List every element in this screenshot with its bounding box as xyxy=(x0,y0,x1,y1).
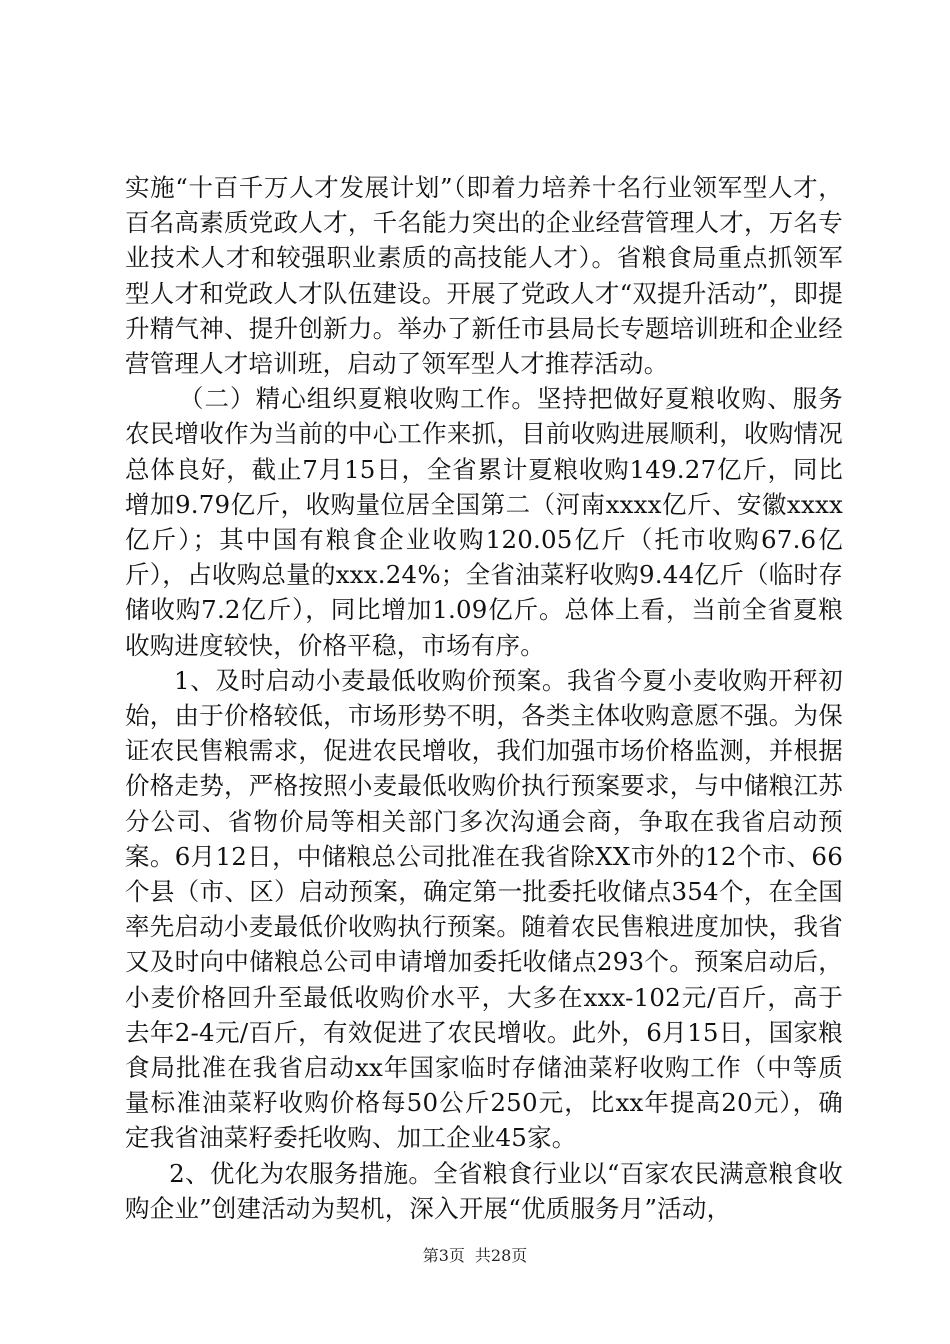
total-pages: 共28页 xyxy=(474,1246,528,1265)
paragraph-talent-plan: 实施“十百千万人才发展计划”（即着力培养十名行业领军型人才，百名高素质党政人才，千名能力突出的企业经营管理人才，万名专业技术人才和较强职业素质的高技能人才）。省粮食局重点抓领军型人才和党政人才队伍建设。开展了党政人才“双提升活动”，即提升精气神、提升创新力。举办了新任市县局长专题培训班和企业经营管理人才培训班，启动了领军型人才推荐活动。 xyxy=(125,173,843,379)
paragraph-summer-grain-purchase: （二）精心组织夏粮收购工作。坚持把做好夏粮收购、服务农民增收作为当前的中心工作来抓，目前收购进展顺利，收购情况总体良好，截止7月15日，全省累计夏粮收购149.27亿斤，同比增加9.79亿斤，收购量位居全国第二（河南xxxx亿斤、安徽xxxx亿斤）；其中国有粮食企业收购120.05亿斤（托市收购67.6亿斤），占收购总量的xxx.24%；全省油菜籽收购9.44亿斤（临时存储收购7.2亿斤），同比增加1.09亿斤。总体上看，当前全省夏粮收购进度较快，价格平稳，市场有序。 xyxy=(125,384,843,660)
page-footer xyxy=(0,1246,950,1266)
page-number: 第3页 xyxy=(422,1246,465,1265)
document-body xyxy=(125,170,843,1226)
paragraph-wheat-minimum-price: 1、及时启动小麦最低收购价预案。我省今夏小麦收购开秤初始，由于价格较低，市场形势不明，各类主体收购意愿不强。为保证农民售粮需求，促进农民增收，我们加强市场价格监测，并根据价格走势，严格按照小麦最低收购价执行预案要求，与中储粮江苏分公司、省物价局等相关部门多次沟通会商，争取在我省启动预案。6月12日，中储粮总公司批准在我省除XX市外的12个市、66个县（市、区）启动预案，确定第一批委托收储点354个，在全国率先启动小麦最低价收购执行预案。随着农民售粮进度加快，我省又及时向中储粮总公司申请增加委托收储点293个。预案启动后，小麦价格回升至最低收购价水平，大多在xxx-102元/百斤，高于去年2-4元/百斤，有效促进了农民增收。此外，6月15日，国家粮食局批准在我省启动xx年国家临时存储油菜籽收购工作（中等质量标准油菜籽收购价格每50公斤250元，比xx年提高20元），确定我省油菜籽委托收购、加工企业45家。 xyxy=(125,665,843,1153)
paragraph-farmer-service: 2、优化为农服务措施。全省粮食行业以“百家农民满意粮食收购企业”创建活动为契机，深入开展“优质服务月”活动， xyxy=(125,1158,843,1223)
